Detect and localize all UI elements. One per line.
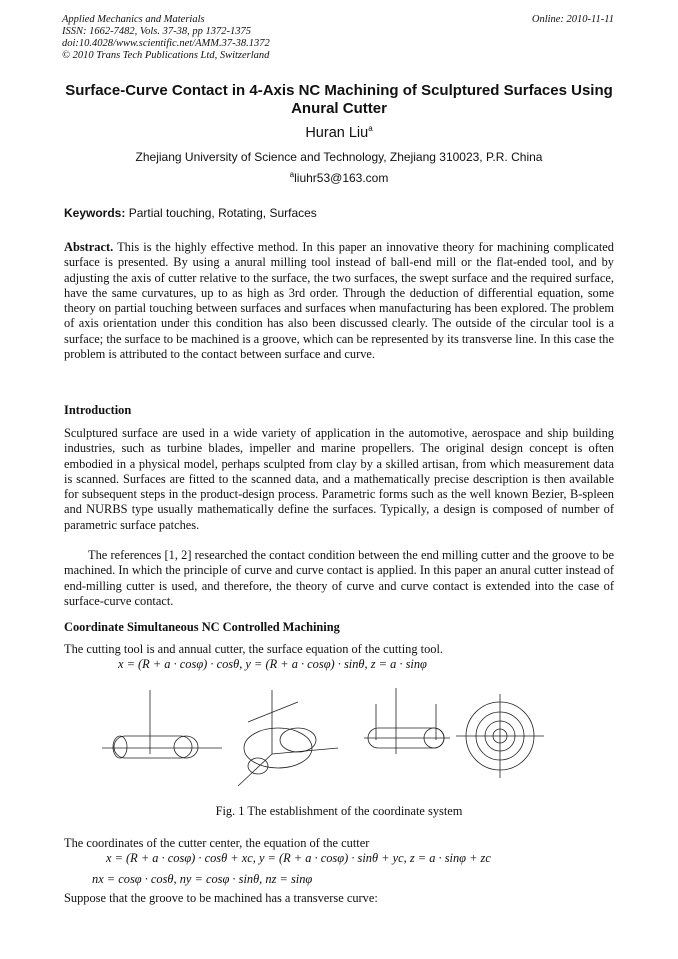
cnc-paragraph-3: Suppose that the groove to be machined has a transverse curve: xyxy=(64,891,378,905)
online-date: Online: 2010-11-11 xyxy=(531,14,614,25)
paper-title: Surface-Curve Contact in 4-Axis NC Machining of Sculptured Surfaces Using Anural Cutter xyxy=(65,82,613,117)
journal-doi: doi:10.4028/www.scientific.net/AMM.37-38.1372 xyxy=(62,38,270,49)
author-name: Huran Liu xyxy=(305,124,369,141)
equation-cutter-center: x = (R + a · cosφ) · cosθ + xc, y = (R + a · cosφ) · sinθ + yc, z = a · sinφ + zc xyxy=(106,851,491,865)
abstract-text: This is the highly effective method. In this paper an innovative theory for machining complicated surface is presented. By using a anural milling tool instead of ball-end mill or the flat-ended tool, and by adjusting the axis of cutter relative to the surface, the two surfaces, the swept surface and the required surface, have the same curvatures, up to as high as 3rd order. Through the deduction of differential equation, some theory on partial touching between surfaces and surfaces when manufacturing has been explored. The problem of axis orientation under this condition has also been discussed clearly. The outside of the circular tool is a surface; the surface to be machined is a groove, which can be represented by its transverse line. In this case the problem is attributed to the contact between surface and curve. xyxy=(64,240,614,362)
journal-header xyxy=(62,14,270,62)
equation-normal-vector: nx = cosφ · cosθ, ny = cosφ · sinθ, nz = sinφ xyxy=(92,872,313,886)
section-heading-cnc: Coordinate Simultaneous NC Controlled Machining xyxy=(64,620,340,634)
journal-name: Applied Mechanics and Materials xyxy=(62,14,205,25)
author-sup: a xyxy=(368,124,373,133)
journal-copyright: © 2010 Trans Tech Publications Ltd, Switzerland xyxy=(62,50,270,61)
email xyxy=(0,170,678,185)
cnc-paragraph-1: The cutting tool is and annual cutter, the surface equation of the cutting tool. xyxy=(64,642,444,656)
intro-paragraph-2: The references [1, 2] researched the contact condition between the end milling cutter and the groove to be machined. In which the principle of curve and curve contact is applied. In this paper an anural cutter instead of end-milling cutter is used, and therefore, the theory of curve and curve contact is extended into the case of surface-curve contact. xyxy=(64,548,614,608)
keywords xyxy=(64,206,317,220)
figure-caption: Fig. 1 The establishment of the coordinate system xyxy=(215,804,463,818)
figure-panel-2 xyxy=(238,690,338,786)
email-address: liuhr53@163.com xyxy=(294,171,389,185)
abstract-label: Abstract. xyxy=(64,240,114,254)
abstract xyxy=(64,240,614,362)
author xyxy=(0,124,678,141)
keywords-label: Keywords: xyxy=(64,206,126,220)
figure-panel-4 xyxy=(456,694,544,778)
keywords-text: Partial touching, Rotating, Surfaces xyxy=(125,206,317,220)
cnc-paragraph-2: The coordinates of the cutter center, the equation of the cutter xyxy=(64,836,370,850)
figure-coordinate-system xyxy=(100,682,580,794)
intro-paragraph-1: Sculptured surface are used in a wide variety of application in the automotive, aerospace and ship building industries, such as turbine blades, impeller and marine propellers. The original design concept is often embodied in a physical model, perhaps sculpted from clay by a skilled artisan, from which measurement data is scanned. Surfaces are fitted to the scanned data, and a mathematically precise description is then available for subsequent steps in the product-design process. Parametric forms such as the well known Bezier, B-spleen and NURBS type usually mathematically define the surfaces. Typically, a design is composed of number of parametric surface patches. xyxy=(64,426,614,532)
affiliation: Zhejiang University of Science and Technology, Zhejiang 310023, P.R. China xyxy=(135,150,543,164)
figure-panel-1 xyxy=(102,690,222,758)
equation-tool-surface: x = (R + a · cosφ) · cosθ, y = (R + a · cosφ) · sinθ, z = a · sinφ xyxy=(118,657,427,671)
figure-panel-3 xyxy=(364,688,450,754)
email-sup: a xyxy=(289,170,295,179)
journal-issn: ISSN: 1662-7482, Vols. 37-38, pp 1372-1375 xyxy=(62,26,251,37)
section-heading-introduction: Introduction xyxy=(64,403,132,417)
